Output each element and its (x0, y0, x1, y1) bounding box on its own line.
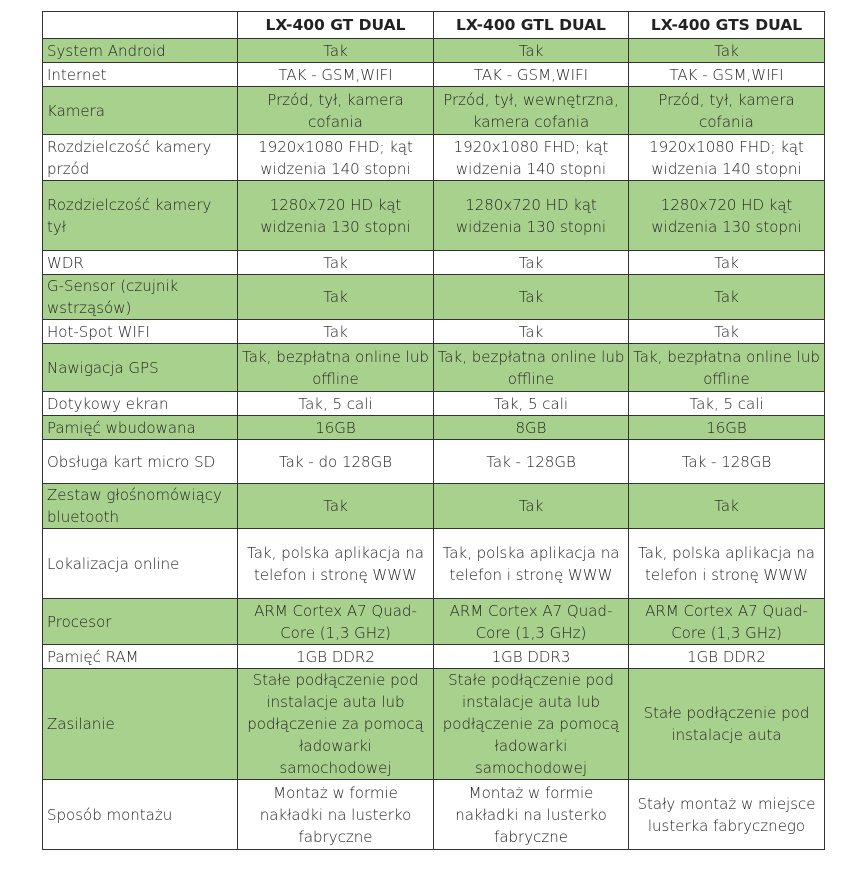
header-gts-dual: LX-400 GTS DUAL (629, 12, 825, 39)
cell-gts: 1GB DDR2 (629, 645, 825, 669)
cell-gtl: 1280x720 HD kąt widzenia 130 stopni (434, 181, 629, 251)
cell-gt: Tak (238, 484, 434, 529)
row-label: Hot-Spot WIFI (43, 320, 238, 344)
header-row (43, 12, 825, 39)
cell-gt: Tak (238, 320, 434, 344)
cell-gts: Tak (629, 484, 825, 529)
header-gtl-dual: LX-400 GTL DUAL (434, 12, 629, 39)
header-blank (43, 12, 238, 39)
row-label: Obsługa kart micro SD (43, 440, 238, 484)
cell-gt: Montaż w formie nakładki na lusterko fabryczne (238, 780, 434, 850)
row-label: System Android (43, 39, 238, 63)
cell-gts: 1920x1080 FHD; kąt widzenia 140 stopni (629, 135, 825, 181)
table-row (43, 39, 825, 63)
row-label: Internet (43, 63, 238, 87)
cell-gts: Tak, 5 cali (629, 392, 825, 416)
cell-gts: Tak - 128GB (629, 440, 825, 484)
header-gt-dual: LX-400 GT DUAL (238, 12, 434, 39)
cell-gtl: Stałe podłączenie pod instalacje auta lub podłączenie za pomocą ładowarki samochodowej (434, 669, 629, 780)
cell-gts: 16GB (629, 416, 825, 440)
row-label: WDR (43, 251, 238, 275)
cell-gtl: 1GB DDR3 (434, 645, 629, 669)
cell-gt: Tak, bezpłatna online lub offline (238, 344, 434, 392)
row-label: Lokalizacja online (43, 529, 238, 599)
cell-gtl: Tak, bezpłatna online lub offline (434, 344, 629, 392)
cell-gts: Stały montaż w miejsce lusterka fabrycznego (629, 780, 825, 850)
row-label: G-Sensor (czujnik wstrząsów) (43, 275, 238, 320)
row-label: Dotykowy ekran (43, 392, 238, 416)
table-row (43, 392, 825, 416)
table-row (43, 484, 825, 529)
table-row (43, 344, 825, 392)
cell-gts: Stałe podłączenie pod instalacje auta (629, 669, 825, 780)
cell-gt: Tak, polska aplikacja na telefon i stronę WWW (238, 529, 434, 599)
table-row (43, 599, 825, 645)
cell-gts: Tak (629, 320, 825, 344)
cell-gts: Tak (629, 39, 825, 63)
table-row (43, 440, 825, 484)
cell-gtl: TAK - GSM,WIFI (434, 63, 629, 87)
cell-gt: Stałe podłączenie pod instalacje auta lub podłączenie za pomocą ładowarki samochodowej (238, 669, 434, 780)
table-row (43, 645, 825, 669)
cell-gts: 1280x720 HD kąt widzenia 130 stopni (629, 181, 825, 251)
cell-gtl: Tak (434, 251, 629, 275)
row-label: Pamięć wbudowana (43, 416, 238, 440)
cell-gt: Tak, 5 cali (238, 392, 434, 416)
cell-gtl: Tak (434, 275, 629, 320)
row-label: Rozdzielczość kamery tył (43, 181, 238, 251)
row-label: Pamięć RAM (43, 645, 238, 669)
table-row (43, 251, 825, 275)
row-label: Rozdzielczość kamery przód (43, 135, 238, 181)
row-label: Zasilanie (43, 669, 238, 780)
cell-gtl: ARM Cortex A7 Quad-Core (1,3 GHz) (434, 599, 629, 645)
row-label: Nawigacja GPS (43, 344, 238, 392)
row-label: Procesor (43, 599, 238, 645)
cell-gt: Tak (238, 39, 434, 63)
cell-gt: Tak (238, 275, 434, 320)
cell-gts: TAK - GSM,WIFI (629, 63, 825, 87)
cell-gtl: Tak, 5 cali (434, 392, 629, 416)
cell-gtl: Tak (434, 484, 629, 529)
cell-gtl: Tak (434, 320, 629, 344)
cell-gts: Tak (629, 251, 825, 275)
cell-gt: TAK - GSM,WIFI (238, 63, 434, 87)
cell-gtl: 8GB (434, 416, 629, 440)
table-row (43, 87, 825, 135)
cell-gt: Tak (238, 251, 434, 275)
comparison-table (42, 11, 825, 850)
cell-gts: Przód, tył, kamera cofania (629, 87, 825, 135)
cell-gt: Przód, tył, kamera cofania (238, 87, 434, 135)
cell-gt: 1GB DDR2 (238, 645, 434, 669)
table-row (43, 320, 825, 344)
table-row (43, 529, 825, 599)
row-label: Sposób montażu (43, 780, 238, 850)
table-row (43, 780, 825, 850)
cell-gtl: 1920x1080 FHD; kąt widzenia 140 stopni (434, 135, 629, 181)
cell-gts: ARM Cortex A7 Quad-Core (1,3 GHz) (629, 599, 825, 645)
cell-gtl: Tak - 128GB (434, 440, 629, 484)
table-row (43, 181, 825, 251)
cell-gt: 1280x720 HD kąt widzenia 130 stopni (238, 181, 434, 251)
cell-gt: 1920x1080 FHD; kąt widzenia 140 stopni (238, 135, 434, 181)
cell-gtl: Tak, polska aplikacja na telefon i stronę WWW (434, 529, 629, 599)
table-row (43, 63, 825, 87)
table-row (43, 135, 825, 181)
cell-gtl: Tak (434, 39, 629, 63)
cell-gt: ARM Cortex A7 Quad-Core (1,3 GHz) (238, 599, 434, 645)
row-label: Zestaw głośnomówiący bluetooth (43, 484, 238, 529)
cell-gts: Tak, polska aplikacja na telefon i stronę WWW (629, 529, 825, 599)
table-row (43, 416, 825, 440)
row-label: Kamera (43, 87, 238, 135)
cell-gtl: Przód, tył, wewnętrzna, kamera cofania (434, 87, 629, 135)
table-row (43, 275, 825, 320)
cell-gts: Tak, bezpłatna online lub offline (629, 344, 825, 392)
cell-gt: Tak - do 128GB (238, 440, 434, 484)
cell-gt: 16GB (238, 416, 434, 440)
table-row (43, 669, 825, 780)
cell-gts: Tak (629, 275, 825, 320)
cell-gtl: Montaż w formie nakładki na lusterko fabryczne (434, 780, 629, 850)
